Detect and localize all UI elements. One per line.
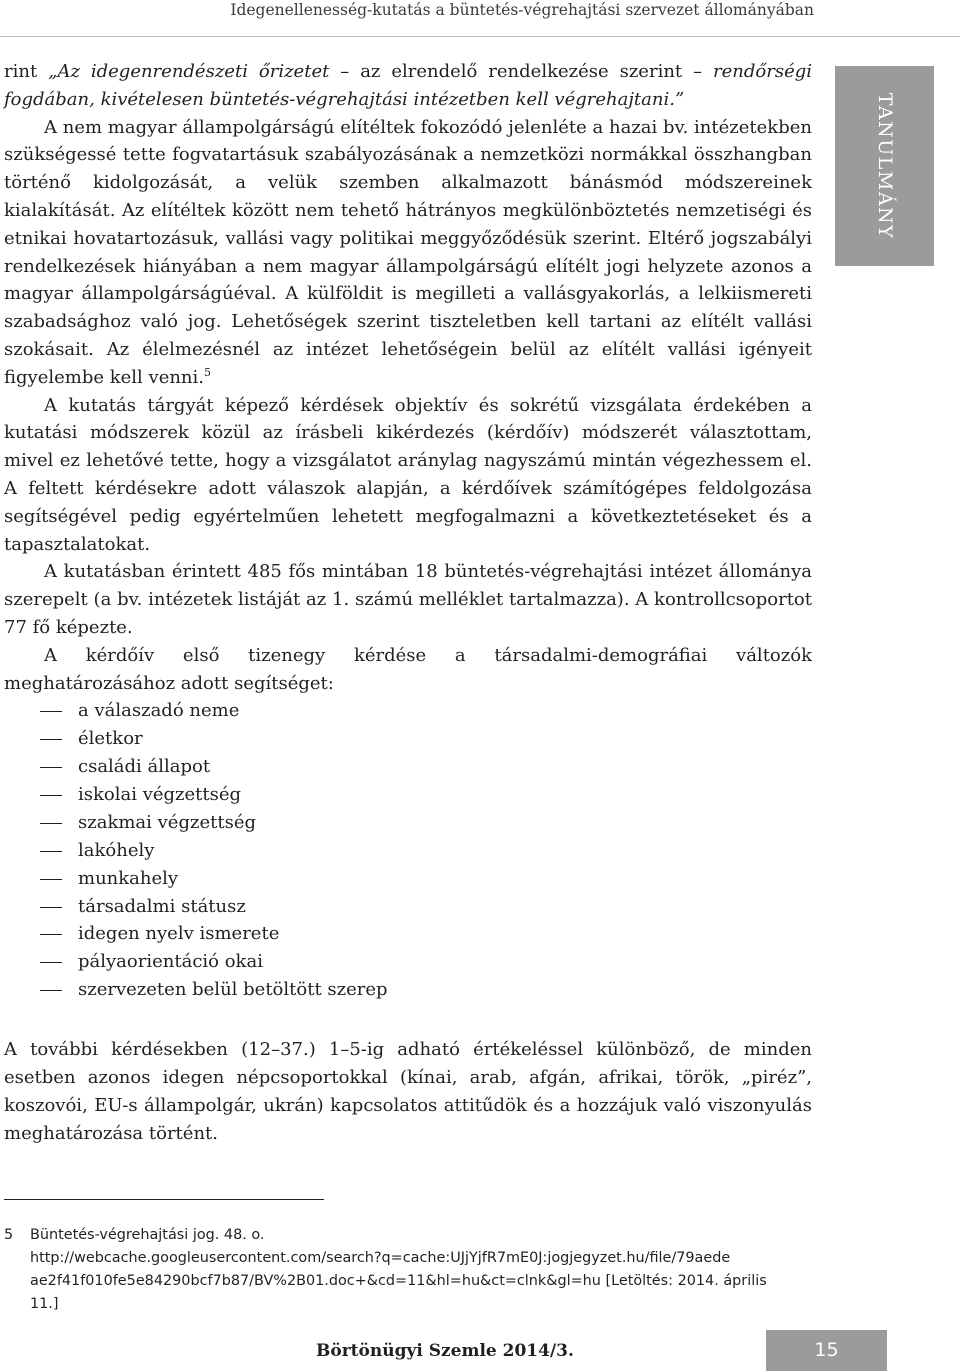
list-item <box>4 753 812 781</box>
list-item <box>4 948 812 976</box>
paragraph-questionnaire: A kérdőív első tizenegy kérdése a társadalmi-demográfiai változók meghatározásához adott segítséget: <box>4 644 812 694</box>
article-body <box>4 58 812 1147</box>
dash-bullet <box>40 767 62 768</box>
list-item-text: szakmai végzettség <box>78 811 256 833</box>
footnote-line: Büntetés-végrehajtási jog. 48. o. <box>30 1227 265 1243</box>
list-item <box>4 837 812 865</box>
running-title: Idegenellenesség-kutatás a büntetés-végrehajtási szervezet állományában <box>230 1 814 19</box>
journal-title: Börtönügyi Szemle 2014/3. <box>316 1341 574 1361</box>
list-item-text: pályaorientáció okai <box>78 951 263 973</box>
dash-bullet <box>40 711 62 712</box>
paragraph-sample: A kutatásban érintett 485 fős mintában 18 büntetés-végrehajtási intézet állománya szerepelt (a bv. intézetek listáját az 1. számú melléklet tartalmazza). A kontrollcsoportot 77 fő képezte. <box>4 561 812 638</box>
dash-bullet <box>40 823 62 824</box>
list-item <box>4 809 812 837</box>
paragraph-foreign-inmates <box>4 114 812 392</box>
footnote-url-line[interactable]: ae2f41f010fe5e84290bcf7b87/BV%2B01.doc+&cd=11&hl=hu&ct=clnk&gl=hu [Letöltés: 2014. április <box>30 1273 767 1289</box>
dash-bullet <box>40 879 62 880</box>
list-item <box>4 781 812 809</box>
section-tab-label: TANULMÁNY <box>873 92 896 240</box>
list-item <box>4 725 812 753</box>
paragraph-method: A kutatás tárgyát képező kérdések objektív és sokrétű vizsgálata érdekében a kutatási módszerek közül az írásbeli kikérdezés (kérdőív) módszerét választottam, mivel ez lehetővé tette, hogy a vizsgálatot aránylag nagyszámú mintán végezhessem el. A feltett kérdésekre adott válaszok alapján, a kérdőívek számítógépes feldolgozása segítségével pedig egyértelműen lehetett megfogalmazni a következtetéseket és a tapasztalatokat. <box>4 394 812 555</box>
list-item <box>4 697 812 725</box>
quote-lead-text: rint <box>4 61 49 82</box>
list-item <box>4 865 812 893</box>
list-item-text: társadalmi státusz <box>78 895 246 917</box>
list-item <box>4 976 812 1004</box>
page-number-box <box>766 1330 887 1371</box>
dash-bullet <box>40 795 62 796</box>
section-tab <box>835 66 934 266</box>
list-item <box>4 893 812 921</box>
header-rule <box>0 36 960 37</box>
dash-bullet <box>40 739 62 740</box>
list-item-text: idegen nyelv ismerete <box>78 923 280 945</box>
footnote-line: 11.] <box>30 1296 59 1312</box>
dash-bullet <box>40 962 62 963</box>
dash-bullet <box>40 907 62 908</box>
footnote <box>4 1224 812 1316</box>
quote-italic-b: rendőrségi fogdában, kivételesen büntetés-végrehajtási intézetben kell végrehajtani.” <box>4 61 812 110</box>
page-number: 15 <box>814 1339 839 1361</box>
running-header <box>0 0 960 44</box>
list-item-text: családi állapot <box>78 756 211 778</box>
dash-bullet <box>40 990 62 991</box>
list-item-text: szervezeten belül betöltött szerep <box>78 979 388 1001</box>
list-item-text: munkahely <box>78 867 179 889</box>
list-item-text: lakóhely <box>78 839 155 861</box>
list-item-text: a válaszadó neme <box>78 700 240 722</box>
footnote-rule <box>4 1199 324 1200</box>
variable-list <box>4 697 812 1004</box>
paragraph-quote <box>4 58 812 114</box>
quote-italic-a: „Az idegenrendészeti őrizetet <box>48 61 330 82</box>
dash-bullet <box>40 851 62 852</box>
paragraph-attitudes: A további kérdésekben (12–37.) 1–5-ig adható értékeléssel különböző, de minden esetben azonos idegen népcsoportokkal (kínai, arab, afgán, afrikai, török, „piréz”, koszovói, EU-s állampolgár, ukrán) kapcsolatos attitűdök és a hozzájuk való viszonyulás meghatározása történt. <box>4 1039 812 1144</box>
footnote-url-line[interactable]: http://webcache.googleusercontent.com/search?q=cache:UJjYjfR7mE0J:jogjegyzet.hu/file/79aede <box>30 1250 731 1266</box>
list-item-text: életkor <box>78 728 143 750</box>
quote-middle-text: – az elrendelő rendelkezése szerint – <box>329 61 714 82</box>
paragraph-foreign-inmates-text: A nem magyar állampolgárságú elítéltek fokozódó jelenléte a hazai bv. intézetekben szükségessé tette fogvatartásuk szabályozásának a nemzetközi normákkal összhangban történő kidolgozását, a velük szemben alkalmazott bánásmód módszereinek kialakítását. Az elítéltek között nem tehető hátrányos megkülönböztetés nemzetiségi és etnikai hovatartozásuk, vallási vagy politikai meggyőződésük szerint. Eltérő jogszabályi rendelkezések hiányában a nem magyar állampolgárságú elítélt jogi helyzete azonos a magyar állampolgárságúéval. A külföldit is megilleti a vallásgyakorlás, a lelkiismereti szabadsághoz való jog. Lehetőségek szerint tiszteletben kell tartani az elítélt vallási szokásait. Az élelmezésnél az intézet lehetőségein belül az elítélt vallási igényeit figyelembe kell venni. <box>4 116 812 388</box>
footnote-reference[interactable]: 5 <box>204 365 212 379</box>
list-item-text: iskolai végzettség <box>78 784 242 805</box>
list-item <box>4 920 812 948</box>
dash-bullet <box>40 934 62 935</box>
footnote-number: 5 <box>4 1227 14 1243</box>
